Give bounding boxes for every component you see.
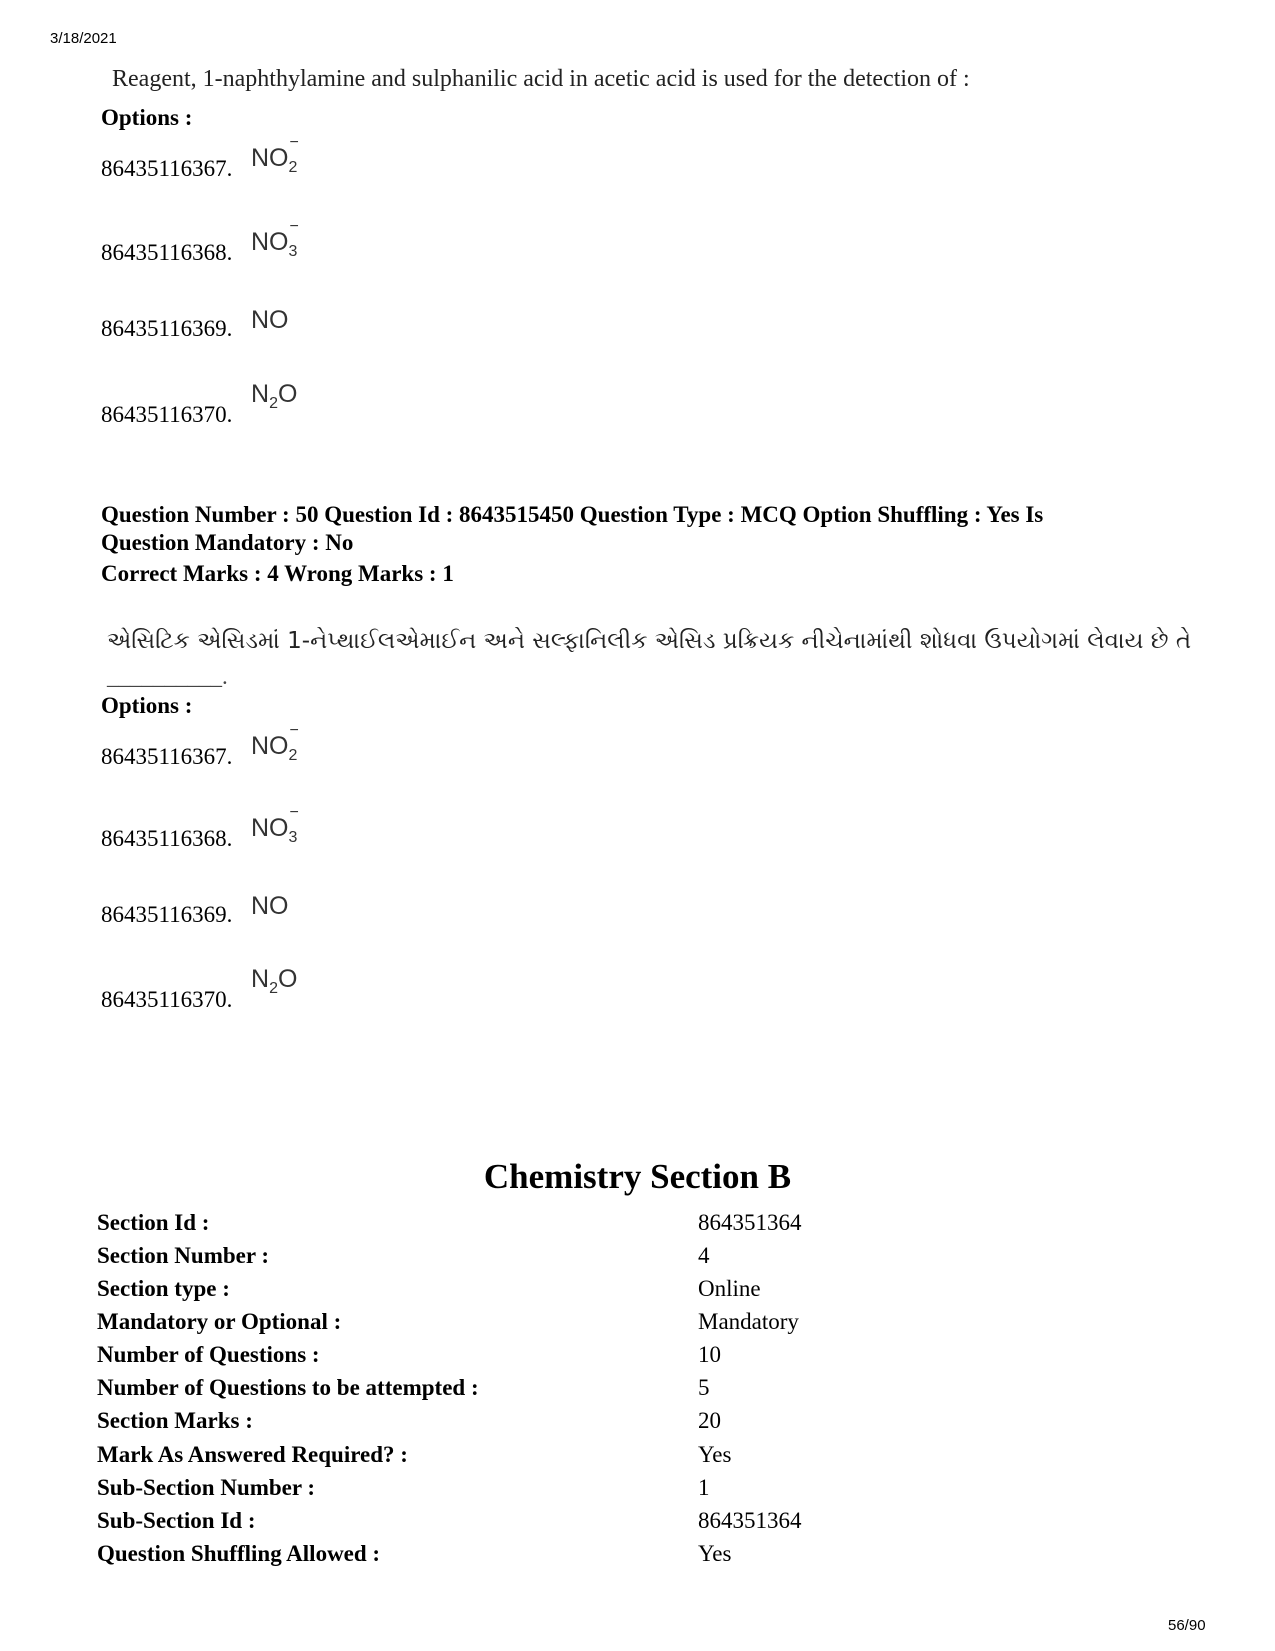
- section-info-value: 10: [698, 1342, 721, 1367]
- section-info-value: 864351364: [698, 1508, 802, 1533]
- section-info-value: 20: [698, 1408, 721, 1433]
- section-info-key: Sub-Section Id :: [97, 1508, 256, 1533]
- section-info-key: Section Id :: [97, 1210, 210, 1235]
- question-50-meta-line-1: Question Number : 50 Question Id : 8643515450 Question Type : MCQ Option Shuffling : Yes Is: [101, 502, 1044, 527]
- section-info-key: Mark As Answered Required? :: [97, 1442, 408, 1467]
- option-id: 86435116368.: [101, 240, 233, 265]
- option-formula: $NO_2$ −: [251, 134, 299, 176]
- section-info-row: [97, 1442, 1097, 1474]
- option-formula: $N_2O$: [251, 380, 298, 412]
- question-50-option-4: [101, 965, 298, 1013]
- section-info-key: Number of Questions to be attempted :: [97, 1375, 479, 1400]
- question-49-option-3: [101, 306, 289, 342]
- option-id: 86435116370.: [101, 402, 233, 427]
- option-formula: $NO_3$ −: [251, 804, 299, 846]
- section-info-value: 5: [698, 1375, 710, 1400]
- section-info-row: [97, 1541, 1097, 1573]
- section-info-value: 864351364: [698, 1210, 802, 1235]
- section-info-row: [97, 1475, 1097, 1507]
- question-49-text: Reagent, 1-naphthylamine and sulphanilic acid in acetic acid is used for the detection of :: [112, 66, 970, 92]
- section-info-value: Yes: [698, 1442, 732, 1467]
- section-info-row: [97, 1342, 1097, 1374]
- page-number: 56/90: [1168, 1617, 1206, 1634]
- section-info-key: Section type :: [97, 1276, 230, 1301]
- question-50-marks: Correct Marks : 4 Wrong Marks : 1: [101, 561, 454, 586]
- section-info-row: [97, 1210, 1097, 1242]
- section-info-row: [97, 1375, 1097, 1407]
- section-info-row: [97, 1276, 1097, 1308]
- question-50-text: એસિટિક એસિડમાં 1-નેપ્થાઈલએમાઈન અને સલ્ફાનિલીક એસિડ પ્રક્રિયક નીચેનામાંથી શોધવા ઉપયોગમાં લેવાય છે તે: [107, 628, 1192, 654]
- option-formula: $NO_3$ −: [251, 218, 299, 260]
- section-info-row: [97, 1243, 1097, 1275]
- question-49-option-4: [101, 380, 298, 428]
- section-title: Chemistry Section B: [483, 1157, 792, 1196]
- section-info-row: [97, 1508, 1097, 1540]
- question-49-option-2: [101, 218, 299, 266]
- section-info-value: 4: [698, 1243, 710, 1268]
- option-formula: NO: [251, 306, 289, 334]
- print-date: 3/18/2021: [50, 30, 117, 47]
- section-info-value: 1: [698, 1475, 710, 1500]
- section-info-key: Sub-Section Number :: [97, 1475, 316, 1500]
- section-info-key: Section Number :: [97, 1243, 270, 1268]
- option-id: 86435116368.: [101, 826, 233, 851]
- section-info-key: Question Shuffling Allowed :: [97, 1541, 381, 1566]
- option-id: 86435116369.: [101, 902, 233, 927]
- option-formula: NO: [251, 892, 289, 920]
- question-50-option-2: [101, 804, 299, 852]
- section-info-value: Yes: [698, 1541, 732, 1566]
- section-info-value: Online: [698, 1276, 761, 1301]
- option-id: 86435116367.: [101, 744, 233, 769]
- option-id: 86435116367.: [101, 156, 233, 181]
- option-formula: $NO_2$ −: [251, 722, 299, 764]
- section-info-value: Mandatory: [698, 1309, 799, 1334]
- question-50-option-1: [101, 722, 299, 770]
- option-formula: $N_2O$: [251, 965, 298, 997]
- section-info-row: [97, 1408, 1097, 1440]
- question-50-option-3: [101, 892, 289, 928]
- option-id: 86435116369.: [101, 316, 233, 341]
- option-id: 86435116370.: [101, 987, 233, 1012]
- section-info-key: Number of Questions :: [97, 1342, 320, 1367]
- section-info-key: Section Marks :: [97, 1408, 253, 1433]
- section-info-key: Mandatory or Optional :: [97, 1309, 342, 1334]
- question-50-options-label: Options :: [101, 693, 193, 718]
- question-49-options-label: Options :: [101, 105, 193, 130]
- question-49-option-1: [101, 134, 299, 182]
- question-50-blank: __________.: [107, 664, 228, 689]
- question-50-meta-line-2: Question Mandatory : No: [101, 530, 354, 555]
- section-info-row: [97, 1309, 1097, 1341]
